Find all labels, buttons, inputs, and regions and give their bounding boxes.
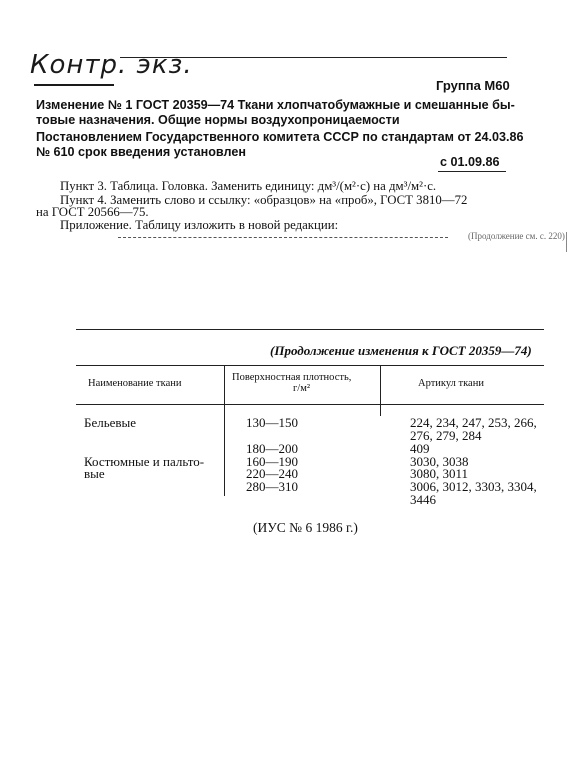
table-col-divider-1 xyxy=(224,366,225,496)
table-top-rule xyxy=(76,365,544,366)
control-copy-stamp: Контр. экз. xyxy=(30,50,193,80)
item-4-line2: на ГОСТ 20566—75. xyxy=(36,205,149,219)
page-cut-line xyxy=(118,237,448,238)
margin-mark xyxy=(566,232,567,252)
header-density-2: г/м² xyxy=(293,383,311,394)
appendix: Приложение. Таблицу изложить в новой редакции: xyxy=(60,218,339,232)
continuation-heading: (Продолжение изменения к ГОСТ 20359—74) xyxy=(270,343,532,358)
header-articles: Артикул ткани xyxy=(418,378,484,389)
effective-date-underline xyxy=(438,171,506,172)
page-marker: (Продолжение см. с. 220) xyxy=(468,231,565,241)
row3-articles: 409 xyxy=(410,441,430,456)
group-code: Группа М60 xyxy=(436,78,510,93)
row4-density: 160—190 xyxy=(246,454,298,469)
table-col-divider-2 xyxy=(380,366,381,416)
page2-top-rule xyxy=(76,329,544,330)
row6-articles: 3006, 3012, 3303, 3304, xyxy=(410,479,537,494)
table-header-rule xyxy=(76,404,544,405)
ius-footer: (ИУС № 6 1986 г.) xyxy=(253,520,358,535)
decree-line2: № 610 срок введения установлен xyxy=(36,145,246,159)
row1-density: 130—150 xyxy=(246,415,298,430)
decree-line1: Постановлением Государственного комитета СССР по стандартам от 24.03.86 xyxy=(36,130,524,144)
row1-name: Бельевые xyxy=(84,415,137,430)
item-4-line1: Пункт 4. Заменить слово и ссылку: «образцов» на «проб», ГОСТ 3810—72 xyxy=(60,193,468,207)
row6-density: 280—310 xyxy=(246,479,298,494)
amendment-title-line2: товые назначения. Общие нормы воздухопроницаемости xyxy=(36,113,400,127)
row2-articles: 276, 279, 284 xyxy=(410,428,482,443)
header-density-1: Поверхностная плотность, xyxy=(232,372,352,383)
stamp-underline-icon xyxy=(34,84,114,86)
header-name: Наименование ткани xyxy=(88,378,182,389)
row4-name: Костюмные и пальто- xyxy=(84,454,205,469)
row4-articles: 3030, 3038 xyxy=(410,454,469,469)
row3-density: 180—200 xyxy=(246,441,298,456)
row5-density: 220—240 xyxy=(246,466,298,481)
row1-articles: 224, 234, 247, 253, 266, xyxy=(410,415,537,430)
row5-name: вые xyxy=(84,466,105,481)
row5-articles: 3080, 3011 xyxy=(410,466,469,481)
amendment-title-line1: Изменение № 1 ГОСТ 20359—74 Ткани хлопчатобумажные и смешанные бы- xyxy=(36,98,515,112)
item-3: Пункт 3. Таблица. Головка. Заменить единицу: дм³/(м²·с) на дм³/м²·с. xyxy=(60,179,437,193)
row7-articles: 3446 xyxy=(410,492,436,507)
effective-date: с 01.09.86 xyxy=(440,155,500,169)
